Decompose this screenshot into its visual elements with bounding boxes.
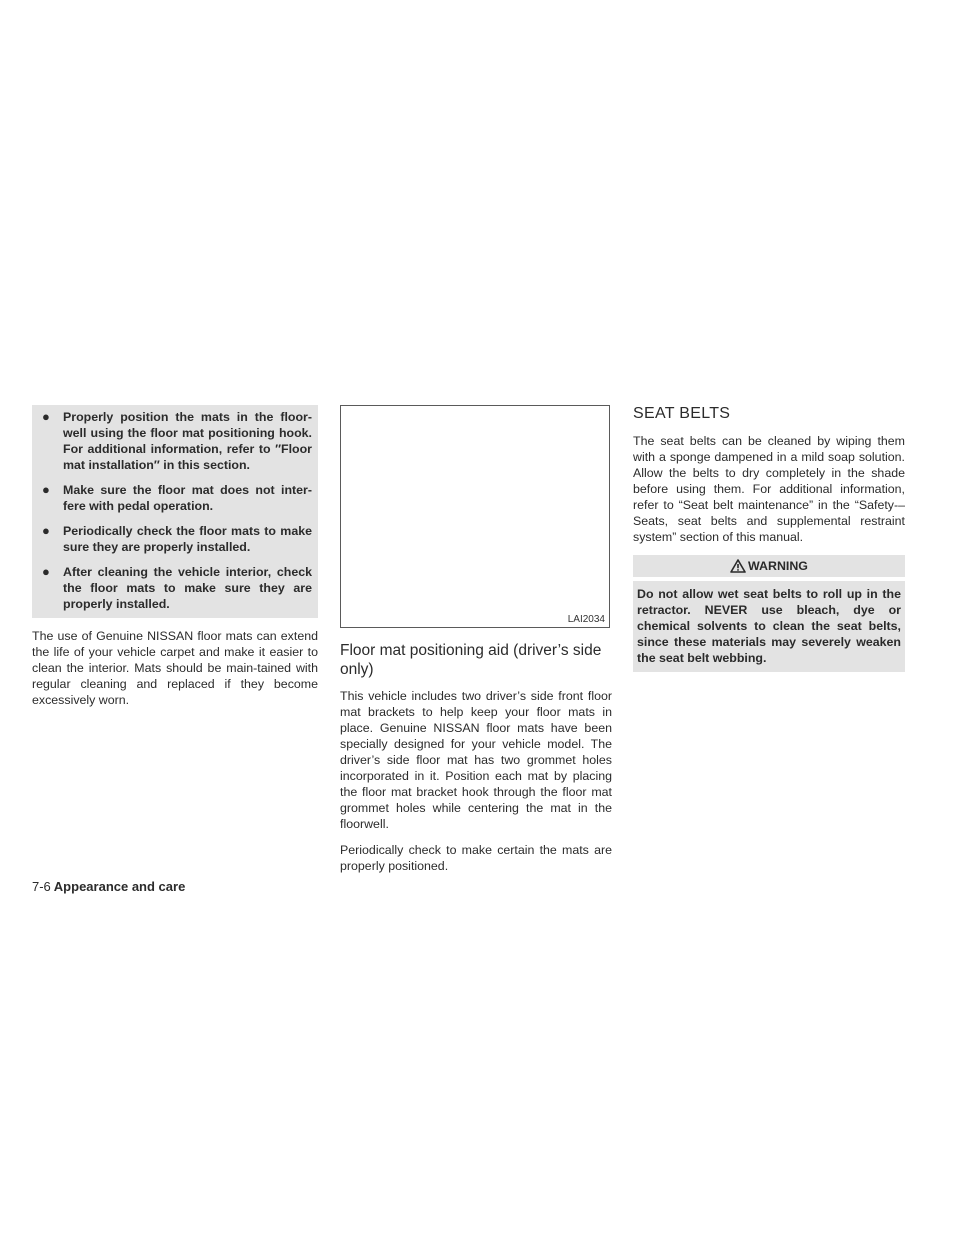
warning-header [633, 555, 905, 577]
middle-column [340, 405, 612, 884]
left-column [32, 405, 318, 708]
figure-placeholder [340, 405, 610, 628]
positioning-paragraph-2: Periodically check to make certain the mats are properly positioned. [340, 843, 612, 873]
warning-text: Do not allow wet seat belts to roll up in the retractor. NEVER use bleach, dye or chemical solvents to clean the seat belts, since these materials may severely weaken the seat belt webbing. [633, 581, 905, 672]
caution-item-1: ● Properly position the mats in the floor-well using the floor mat positioning hook. For additional information, refer to ″Floor mat installation″ in this section. [42, 409, 312, 472]
caution-item-2: ● Make sure the floor mat does not inter-fere with pedal operation. [42, 482, 312, 513]
bullet-icon: ● [42, 482, 50, 497]
floor-mat-paragraph: The use of Genuine NISSAN floor mats can extend the life of your vehicle carpet and make it easier to clean the interior. Mats should be main-tained with regular cleaning and replaced if they become excessively worn. [32, 629, 318, 707]
caution-item-3: ● Periodically check the floor mats to make sure they are properly installed. [42, 523, 312, 554]
warning-icon [730, 559, 746, 573]
page-number: 7-6 [32, 879, 51, 894]
bullet-icon: ● [42, 564, 50, 579]
figure-label: LAI2034 [567, 614, 605, 625]
bullet-icon: ● [42, 523, 50, 538]
subsection-heading: Floor mat positioning aid (driver’s side only) [340, 642, 602, 678]
bullet-icon: ● [42, 409, 50, 424]
seat-belt-paragraph: The seat belts can be cleaned by wiping them with a sponge dampened in a mild soap solution. Allow the belts to dry completely in the shade before using them. For additional information, refer to “Seat belt maintenance” in the “Safety-–Seats, seat belts and supplemental restraint system” section of this manual. [633, 434, 905, 544]
caution-item-4: ● After cleaning the vehicle interior, check the floor mats to make sure they are properly installed. [42, 564, 312, 611]
section-heading: SEAT BELTS [633, 405, 731, 422]
caution-list [32, 409, 312, 612]
warning-title: WARNING [748, 559, 808, 573]
caution-box [32, 405, 318, 618]
positioning-paragraph-1: This vehicle includes two driver’s side front floor mat brackets to help keep your floor mats in place. Genuine NISSAN floor mats have been specially designed for your vehicle model. The driver’s side floor mat has two grommet holes incorporated in it. Position each mat by placing the floor mat bracket hook through the floor mat grommet holes while centering the mat in the floorwell. [340, 689, 612, 831]
right-column [633, 405, 905, 672]
footer-section-title: Appearance and care [53, 879, 186, 894]
page-footer [32, 879, 185, 894]
